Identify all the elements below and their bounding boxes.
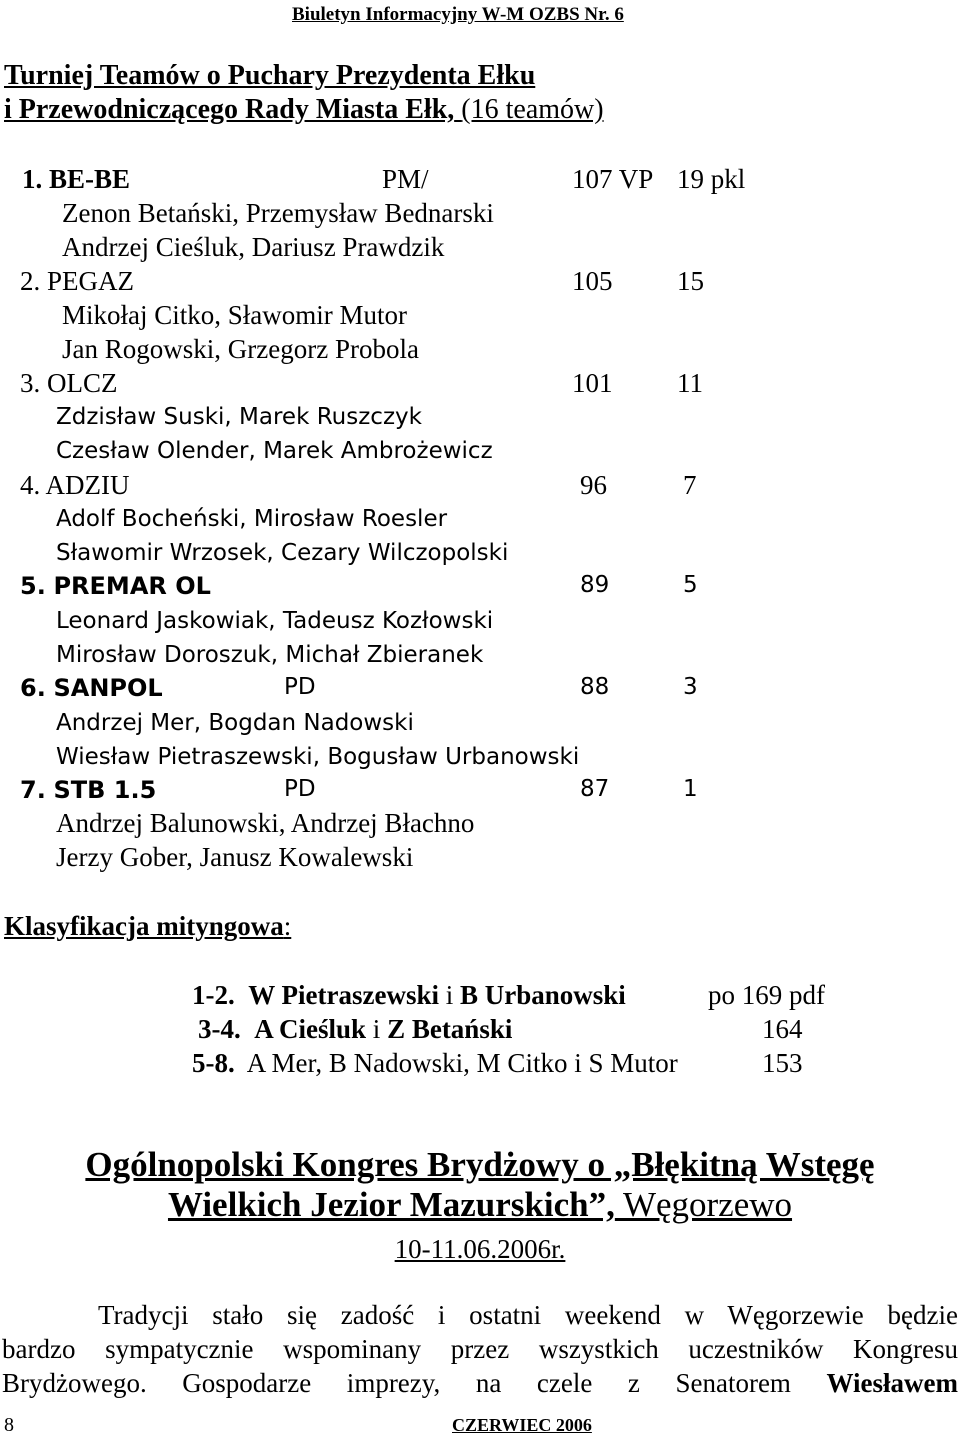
team-players-1: Andrzej Mer, Bogdan Nadowski bbox=[56, 710, 414, 736]
meeting-player: B Urbanowski bbox=[459, 980, 626, 1010]
meeting-conjunction: i bbox=[438, 980, 460, 1010]
team-pkl: 7 bbox=[683, 470, 697, 500]
meeting-player: W Pietraszewski bbox=[248, 980, 439, 1010]
team-note: PM/ bbox=[382, 164, 429, 194]
meeting-player: A Cieśluk bbox=[254, 1014, 367, 1044]
result-place bbox=[20, 574, 211, 598]
team-name: SANPOL bbox=[53, 674, 163, 702]
team-note: PD bbox=[284, 674, 316, 700]
team-name: ADZIU bbox=[45, 470, 130, 500]
result-place bbox=[20, 778, 156, 802]
place-number: 1. bbox=[22, 164, 43, 194]
team-pkl: 3 bbox=[683, 674, 698, 700]
team-players-1: Adolf Bocheński, Mirosław Roesler bbox=[56, 506, 448, 532]
team-vp: 101 bbox=[572, 368, 613, 398]
team-pkl: 19 pkl bbox=[677, 164, 746, 194]
place-number: 2. bbox=[20, 266, 41, 296]
result-place bbox=[20, 676, 163, 700]
meeting-place: 5-8. bbox=[192, 1048, 235, 1078]
team-players-1: Leonard Jaskowiak, Tadeusz Kozłowski bbox=[56, 608, 494, 634]
team-players-2: Andrzej Cieśluk, Dariusz Prawdzik bbox=[62, 232, 445, 262]
kongres-title-bold: Wielkich Jezior Mazurskich”, bbox=[167, 1185, 615, 1224]
tournament-title-suffix bbox=[454, 94, 603, 125]
team-note: PD bbox=[284, 776, 316, 802]
bulletin-header: Biuletyn Informacyjny W-M OZBS Nr. 6 bbox=[292, 4, 624, 25]
team-players-1: Zenon Betański, Przemysław Bednarski bbox=[62, 198, 494, 228]
place-number: 7. bbox=[20, 776, 46, 804]
team-pkl: 1 bbox=[683, 776, 698, 802]
kongres-location: Węgorzewo bbox=[614, 1185, 793, 1224]
tournament-title-line2-text: i Przewodniczącego Rady Miasta Ełk, bbox=[4, 94, 455, 125]
place-number: 5. bbox=[20, 572, 46, 600]
team-name: STB 1.5 bbox=[53, 776, 157, 804]
place-number: 4. bbox=[20, 470, 41, 500]
team-players-1: Mikołaj Citko, Sławomir Mutor bbox=[62, 300, 408, 330]
paragraph-line3-bold: Wiesławem bbox=[826, 1368, 958, 1398]
page-number: 8 bbox=[4, 1414, 14, 1436]
paragraph-line2: bardzo sympatycznie wspominany przez wszystkich uczestników Kongresu bbox=[2, 1334, 958, 1364]
meeting-score: po 169 pdf bbox=[708, 980, 825, 1010]
team-vp: 105 bbox=[572, 266, 613, 296]
result-place bbox=[20, 268, 134, 295]
team-players-2: Czesław Olender, Marek Ambrożewicz bbox=[56, 438, 493, 464]
team-vp: 96 bbox=[580, 470, 607, 500]
teams-count: (16 teamów) bbox=[461, 94, 604, 125]
team-pkl: 11 bbox=[677, 368, 703, 398]
meeting-heading-text: Klasyfikacja mityngowa bbox=[4, 911, 284, 941]
meeting-heading-colon: : bbox=[283, 911, 292, 941]
result-place bbox=[20, 370, 118, 397]
meeting-heading bbox=[4, 913, 291, 940]
meeting-row bbox=[198, 1016, 512, 1043]
team-players-1: Andrzej Balunowski, Andrzej Błachno bbox=[56, 808, 475, 838]
meeting-row bbox=[192, 1050, 678, 1077]
footer-date: CZERWIEC 2006 bbox=[452, 1415, 592, 1435]
kongres-date: 10-11.06.2006r. bbox=[394, 1234, 566, 1264]
meeting-score: 153 bbox=[762, 1048, 803, 1078]
result-place bbox=[20, 472, 130, 499]
team-name: PREMAR OL bbox=[53, 572, 211, 600]
meeting-score: 164 bbox=[762, 1014, 803, 1044]
meeting-place: 3-4. bbox=[198, 1014, 241, 1044]
team-pkl: 15 bbox=[677, 266, 704, 296]
team-pkl: 5 bbox=[683, 572, 698, 598]
paragraph-line3-text: Brydżowego. Gospodarze imprezy, na czele z Senatorem bbox=[2, 1368, 827, 1398]
team-players-1: Zdzisław Suski, Marek Ruszczyk bbox=[56, 404, 422, 430]
team-vp: 107 VP bbox=[572, 164, 654, 194]
meeting-place: 1-2. bbox=[192, 980, 235, 1010]
kongres-title-line2 bbox=[0, 1187, 960, 1222]
paragraph-line1: Tradycji stało się zadość i ostatni weekend w Węgorzewie będzie bbox=[98, 1300, 958, 1330]
team-vp: 88 bbox=[580, 674, 610, 700]
team-name: BE-BE bbox=[49, 164, 131, 194]
meeting-player: Z Betański bbox=[387, 1014, 513, 1044]
meeting-conjunction: i bbox=[366, 1014, 388, 1044]
team-vp: 87 bbox=[580, 776, 610, 802]
team-players-2: Sławomir Wrzosek, Cezary Wilczopolski bbox=[56, 540, 509, 566]
team-vp: 89 bbox=[580, 572, 610, 598]
team-players-2: Mirosław Doroszuk, Michał Zbieranek bbox=[56, 642, 484, 668]
result-place bbox=[22, 166, 130, 193]
team-name: PEGAZ bbox=[47, 266, 134, 296]
team-name: OLCZ bbox=[47, 368, 118, 398]
team-players-2: Jan Rogowski, Grzegorz Probola bbox=[62, 334, 419, 364]
place-number: 3. bbox=[20, 368, 41, 398]
tournament-title-line2 bbox=[4, 96, 604, 124]
tournament-title-line1: Turniej Teamów o Puchary Prezydenta Ełku bbox=[4, 60, 536, 91]
team-players-2: Jerzy Gober, Janusz Kowalewski bbox=[56, 842, 414, 872]
kongres-title-line1: Ogólnopolski Kongres Brydżowy o „Błękitną Wstęgę bbox=[85, 1145, 875, 1184]
paragraph-line3 bbox=[2, 1370, 958, 1397]
place-number: 6. bbox=[20, 674, 46, 702]
meeting-row bbox=[192, 982, 626, 1009]
meeting-players: A Mer, B Nadowski, M Citko i S Mutor bbox=[246, 1048, 678, 1078]
team-players-2: Wiesław Pietraszewski, Bogusław Urbanowski bbox=[56, 744, 580, 770]
